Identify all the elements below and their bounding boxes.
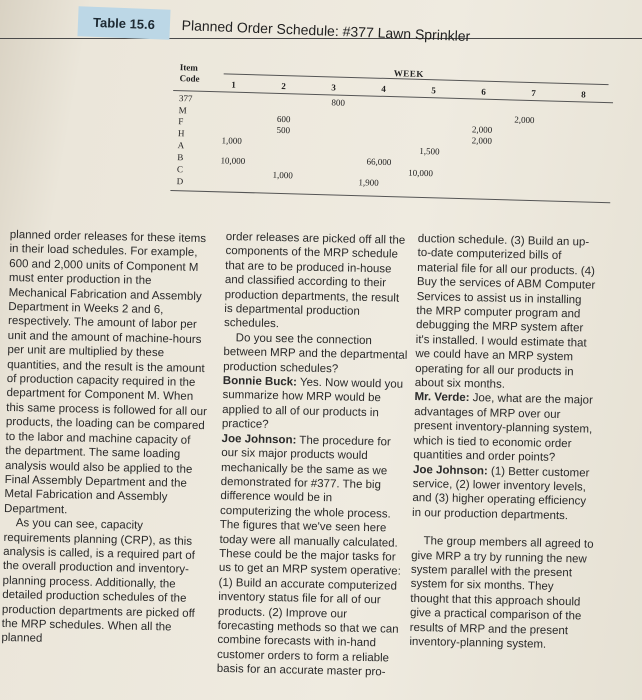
paragraph: As you can see, capacity requirements planning (CRP), as this analysis is called, is a required part of the overall production and inventory-planning process. Additionally, the detailed production schedules of the production departments are picked off the MRP schedules. When all the planned [1, 517, 196, 646]
week-number: 4 [381, 83, 386, 94]
item-code: 377 [178, 93, 193, 104]
text-column-2 [217, 230, 412, 680]
text-column-3 [409, 232, 602, 653]
table-cell: 2,000 [514, 114, 535, 126]
paragraph: duction schedule. (3) Build an up-to-date computerized bills of material file for all our products. (4) Buy the services of ABM Computer Services to assist us in installing the MRP computer program and debugging the MRP system after it's installed. I would estimate that we could have an MRP system operating for all our products in about six months. [414, 232, 596, 391]
dialogue-paragraph [217, 432, 408, 681]
item-code: D [176, 176, 184, 187]
table-cell: 2,000 [471, 124, 493, 135]
speaker-name: Joe Johnson: [221, 432, 297, 447]
table-cell: 10,000 [408, 167, 434, 179]
week-header: WEEK [393, 68, 424, 79]
week-number: 3 [331, 82, 336, 93]
dialogue-paragraph [413, 390, 598, 466]
table-cell: 1,000 [272, 169, 294, 181]
week-number: 8 [581, 89, 586, 100]
table-caption [0, 8, 642, 45]
table-cell: 1,000 [221, 135, 242, 146]
table-cell: 1,500 [419, 145, 440, 157]
item-code: H [177, 128, 185, 139]
week-number: 2 [281, 81, 287, 92]
paragraph: planned order releases for these items in their load schedules. For example, 600 and 2,000 units of Component M must enter production in the Mechanical Fabrication and Assembly Department in Weeks 2 and 6, respectively. The amount of labor per unit and the amount of machine-hours per unit are multiplied by these quantities, and the result is the amount of production capacity required in the department for Component M. When this same process is followed for all our products, the loading can be compared to the labor and machine capacity of the department. The same loading analysis would also be applied to the Final Assembly Department and the Metal Fabrication and Assembly Department. [3, 228, 208, 516]
item-code: A [177, 140, 185, 151]
code-header: Code [179, 73, 200, 84]
table-cell: 1,900 [358, 177, 379, 188]
header-rule [173, 87, 613, 103]
footer-rule [170, 190, 610, 203]
table-cell: 800 [331, 97, 346, 108]
table-title: Planned Order Schedule: #377 Lawn Sprinkler [181, 17, 471, 45]
dialogue-text: The procedure for our six major products would mechanically be the same as we demonstrated for #377. The big difference would be in computerizing the whole process. The figures that we've seen here today were all manually calculated. These could be the major tasks for us to get an MRP system operative: (1) Build an accurate computerized inventory status file for all of our products. (2) Improve our forecasting methods so that we can combine forecasts with in-hand customer orders to form a reliable basis for an accurate master pro- [216, 434, 401, 679]
dialogue-text: Yes. Now would you summarize how MRP would be applied to all of our products in practice? [221, 376, 404, 432]
dialogue-paragraph [412, 462, 597, 523]
table-cell: 2,000 [471, 135, 493, 146]
table-cell: 66,000 [366, 156, 392, 168]
text-column-1 [1, 228, 212, 650]
planned-order-schedule-table [170, 62, 614, 224]
table-number-badge: Table 15.6 [77, 6, 170, 40]
week-number: 7 [531, 87, 536, 99]
item-code: M [178, 105, 187, 116]
paragraph: Do you see the connection between MRP and the departmental production schedules? [223, 332, 408, 376]
week-number: 5 [431, 85, 436, 96]
item-code: F [178, 116, 184, 127]
speaker-name: Joe Johnson: [412, 463, 488, 478]
item-header: Item [179, 62, 198, 73]
dialogue-text: Joe, what are the major advantages of MRP over our present inventory-planning system, which is tied to economic order quantities and order points? [413, 392, 593, 465]
item-code: B [177, 152, 184, 163]
paragraph: The group members all agreed to give MRP a try by running the new system parallel with the present system for six months. They thought that this approach should give a practical comparison of the results of MRP and the present inventory-planning system. [409, 535, 594, 651]
week-number: 6 [481, 86, 486, 97]
speaker-name: Mr. Verde: [414, 391, 470, 405]
table-cell: 500 [276, 124, 291, 136]
dialogue-paragraph [222, 374, 409, 436]
table-cell: 600 [276, 113, 291, 125]
speaker-name: Bonnie Buck: [222, 375, 298, 389]
week-number: 1 [231, 79, 237, 90]
dialogue-text: (1) Better customer service, (2) lower inventory levels, and (3) higher operating efficiency in our production departments. [411, 465, 590, 522]
paragraph: order releases are picked off all the components of the MRP schedule that are to be produced in-house and classified according to their production departments, the result is departmental production schedules. [223, 230, 406, 331]
item-code: C [176, 164, 184, 175]
table-cell: 10,000 [220, 155, 246, 167]
item-code-header [179, 62, 200, 85]
